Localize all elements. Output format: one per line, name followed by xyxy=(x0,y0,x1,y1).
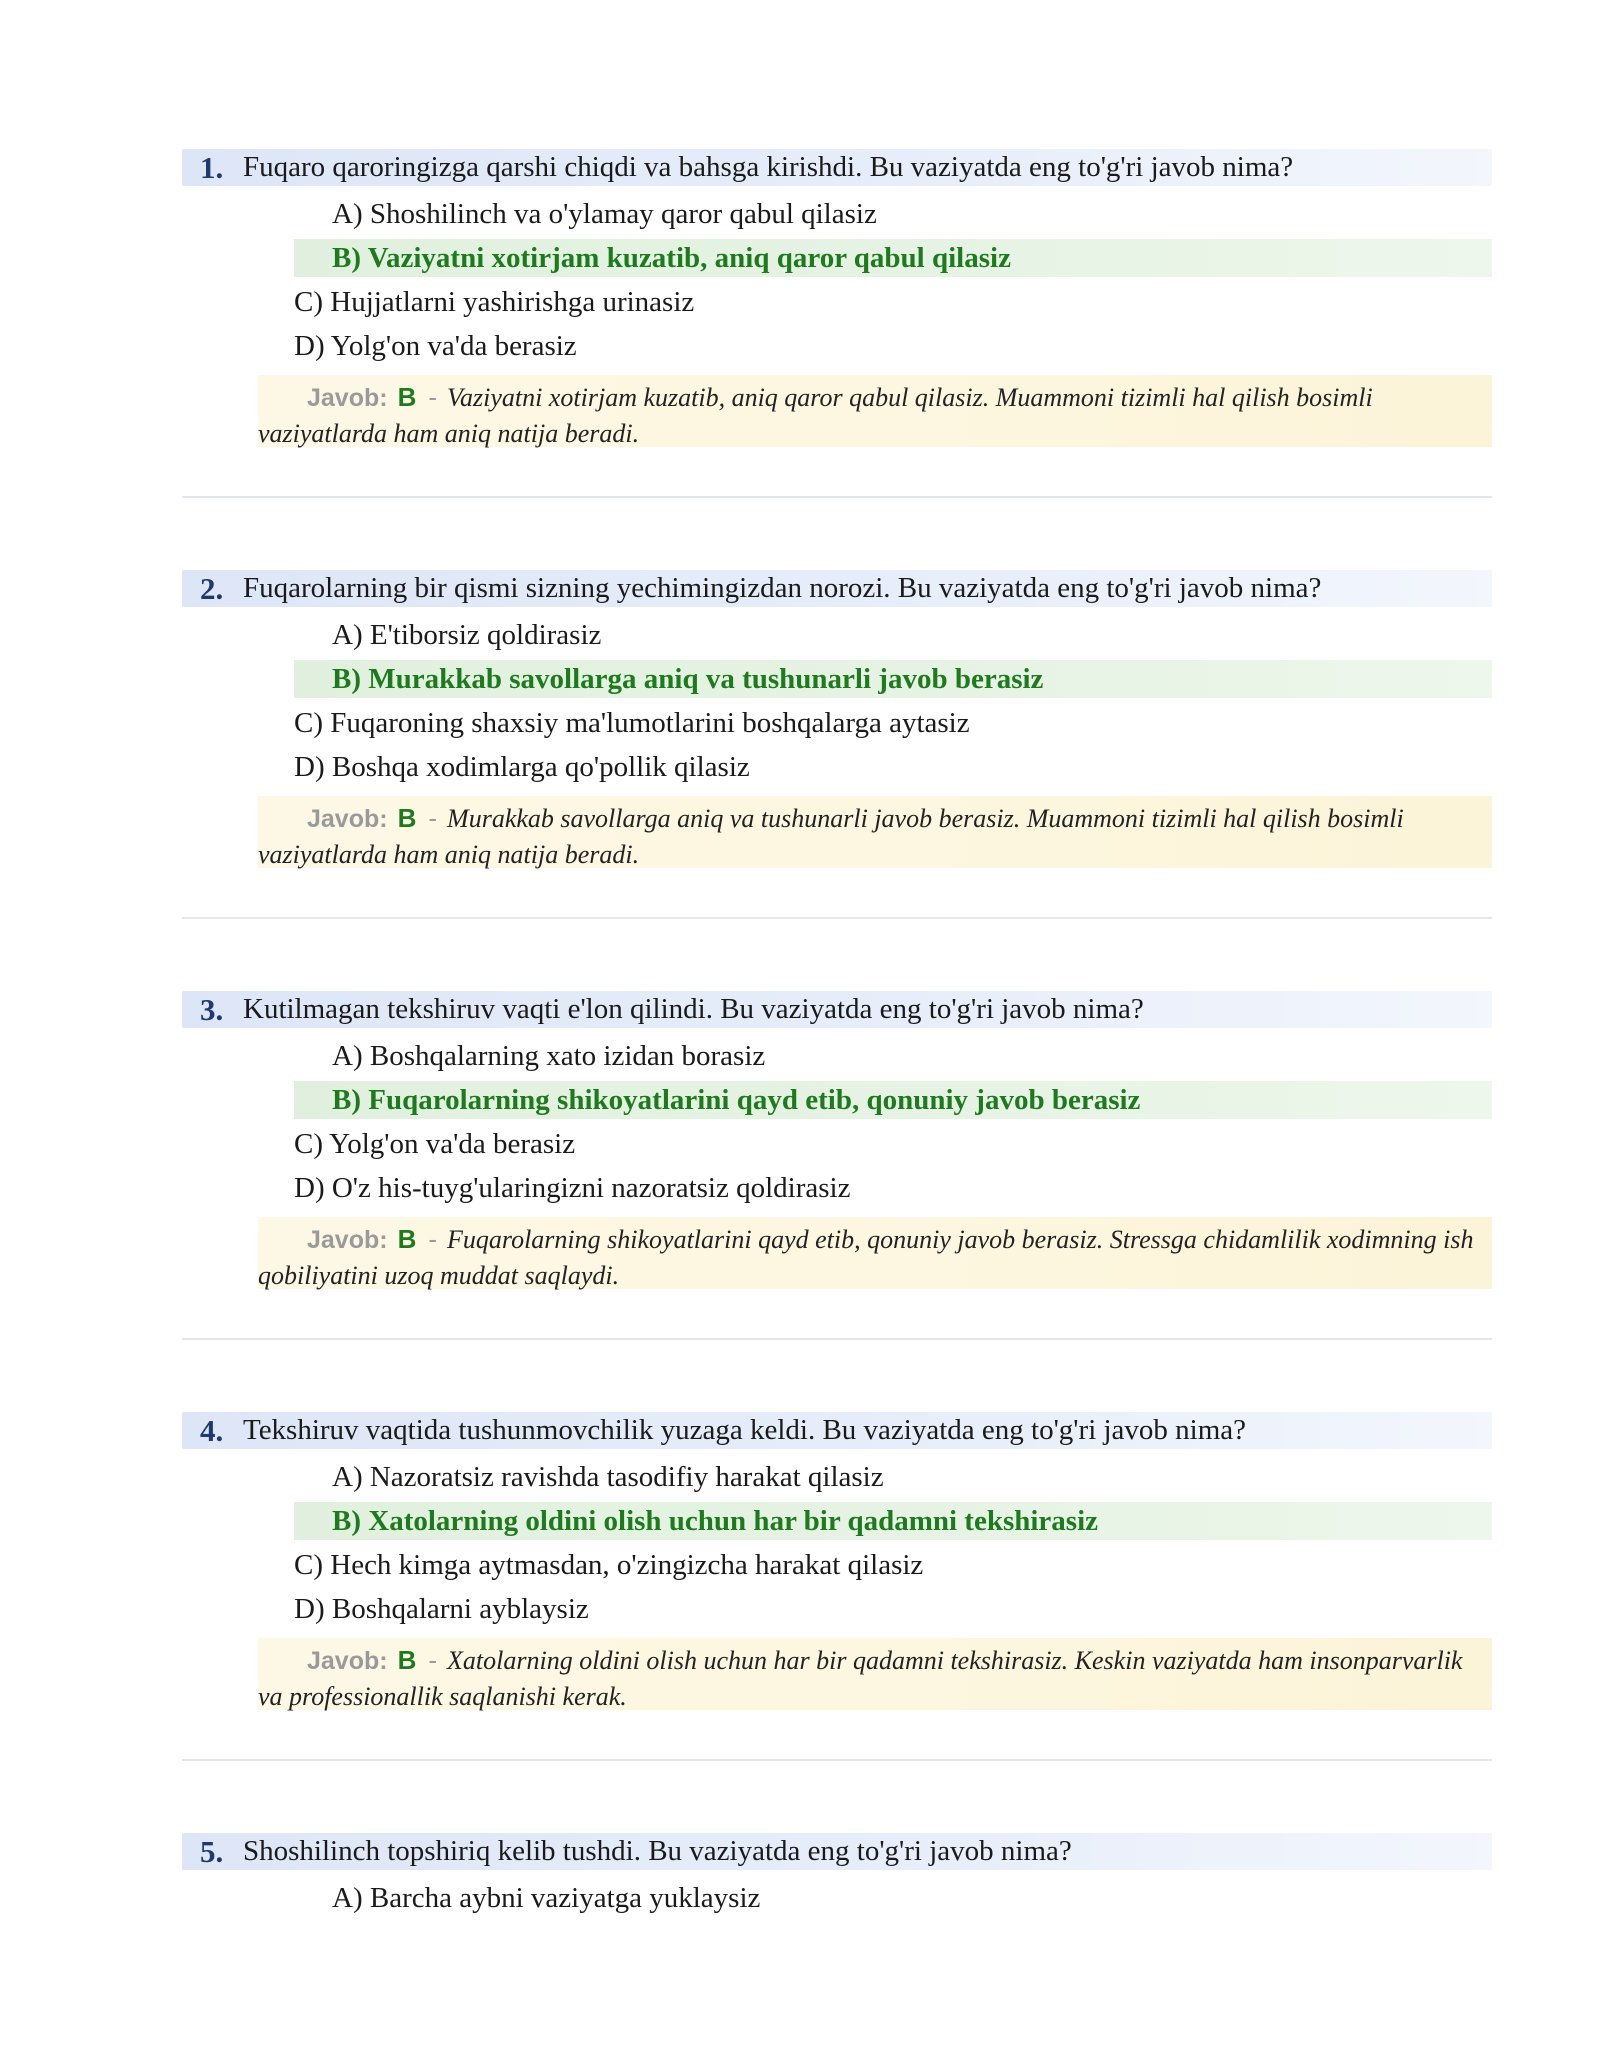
question-2 xyxy=(182,570,1492,869)
question-3 xyxy=(182,991,1492,1290)
answer-dash: - xyxy=(428,1645,438,1675)
answer-label: Javob: xyxy=(307,805,388,833)
answer-explanation: Fuqarolarning shikoyatlarini qayd etib, qonuniy javob berasiz. Stressga chidamlilik xodimning ish qobiliyatini uzoq muddat saqlaydi. xyxy=(258,1225,1474,1290)
answer-dash: - xyxy=(428,803,438,833)
question-text: Shoshilinch topshiriq kelib tushdi. Bu vaziyatda eng to'g'ri javob nima? xyxy=(243,1835,1072,1867)
divider xyxy=(182,917,1492,919)
answer-label: Javob: xyxy=(307,1226,388,1254)
answer-dash: - xyxy=(428,1224,438,1254)
option-a: A) Boshqalarning xato izidan borasiz xyxy=(332,1040,766,1072)
question-text: Fuqarolarning bir qismi sizning yechimingizdan norozi. Bu vaziyatda eng to'g'ri javob nima? xyxy=(243,572,1322,604)
option-a: A) E'tiborsiz qoldirasiz xyxy=(332,619,602,651)
question-number: 5. xyxy=(200,1834,224,1869)
option-c: C) Yolg'on va'da berasiz xyxy=(294,1128,576,1160)
option-b-correct: B) Vaziyatni xotirjam kuzatib, aniq qaror qabul qilasiz xyxy=(294,239,1492,277)
question-text: Tekshiruv vaqtida tushunmovchilik yuzaga keldi. Bu vaziyatda eng to'g'ri javob nima? xyxy=(243,1414,1247,1446)
divider xyxy=(182,496,1492,498)
question-header xyxy=(182,1412,1492,1449)
answer-letter: B xyxy=(397,803,417,833)
answer-letter: B xyxy=(397,1645,417,1675)
question-header xyxy=(182,1833,1492,1870)
option-c: C) Hujjatlarni yashirishga urinasiz xyxy=(294,286,695,318)
option-d: D) Boshqa xodimlarga qo'pollik qilasiz xyxy=(294,751,750,783)
option-c: C) Fuqaroning shaxsiy ma'lumotlarini boshqalarga aytasiz xyxy=(294,707,970,739)
question-text: Kutilmagan tekshiruv vaqti e'lon qilindi. Bu vaziyatda eng to'g'ri javob nima? xyxy=(243,993,1144,1025)
question-number: 2. xyxy=(200,571,224,606)
question-header xyxy=(182,991,1492,1028)
question-4 xyxy=(182,1412,1492,1711)
answer-box xyxy=(258,1638,1492,1710)
option-d: D) Yolg'on va'da berasiz xyxy=(294,330,577,362)
option-a: A) Barcha aybni vaziyatga yuklaysiz xyxy=(332,1882,761,1914)
option-b-correct: B) Murakkab savollarga aniq va tushunarli javob berasiz xyxy=(294,660,1492,698)
option-a: A) Shoshilinch va o'ylamay qaror qabul qilasiz xyxy=(332,198,877,230)
option-d: D) Boshqalarni ayblaysiz xyxy=(294,1593,589,1625)
question-number: 3. xyxy=(200,992,224,1027)
answer-explanation: Xatolarning oldini olish uchun har bir qadamni tekshirasiz. Keskin vaziyatda ham insonparvarlik va professionallik saqlanishi kerak. xyxy=(258,1646,1463,1711)
question-text: Fuqaro qaroringizga qarshi chiqdi va bahsga kirishdi. Bu vaziyatda eng to'g'ri javob nima? xyxy=(243,151,1294,183)
question-number: 4. xyxy=(200,1413,224,1448)
question-number: 1. xyxy=(200,150,224,185)
answer-letter: B xyxy=(397,1224,417,1254)
answer-box xyxy=(258,375,1492,447)
question-5 xyxy=(182,1833,1492,1914)
option-d: D) O'z his-tuyg'ularingizni nazoratsiz qoldirasiz xyxy=(294,1172,851,1204)
answer-explanation: Vaziyatni xotirjam kuzatib, aniq qaror qabul qilasiz. Muammoni tizimli hal qilish bosimli vaziyatlarda ham aniq natija beradi. xyxy=(258,383,1373,448)
answer-box xyxy=(258,1217,1492,1289)
question-header xyxy=(182,149,1492,186)
divider xyxy=(182,1759,1492,1761)
answer-label: Javob: xyxy=(307,1647,388,1675)
question-header xyxy=(182,570,1492,607)
option-b-correct: B) Fuqarolarning shikoyatlarini qayd etib, qonuniy javob berasiz xyxy=(294,1081,1492,1119)
answer-explanation: Murakkab savollarga aniq va tushunarli javob berasiz. Muammoni tizimli hal qilish bosimli vaziyatlarda ham aniq natija beradi. xyxy=(258,804,1404,869)
option-c: C) Hech kimga aytmasdan, o'zingizcha harakat qilasiz xyxy=(294,1549,924,1581)
answer-box xyxy=(258,796,1492,868)
question-1 xyxy=(182,149,1492,448)
answer-letter: B xyxy=(397,382,417,412)
option-a: A) Nazoratsiz ravishda tasodifiy harakat qilasiz xyxy=(332,1461,884,1493)
option-b-correct: B) Xatolarning oldini olish uchun har bir qadamni tekshirasiz xyxy=(294,1502,1492,1540)
answer-dash: - xyxy=(428,382,438,412)
divider xyxy=(182,1338,1492,1340)
answer-label: Javob: xyxy=(307,384,388,412)
